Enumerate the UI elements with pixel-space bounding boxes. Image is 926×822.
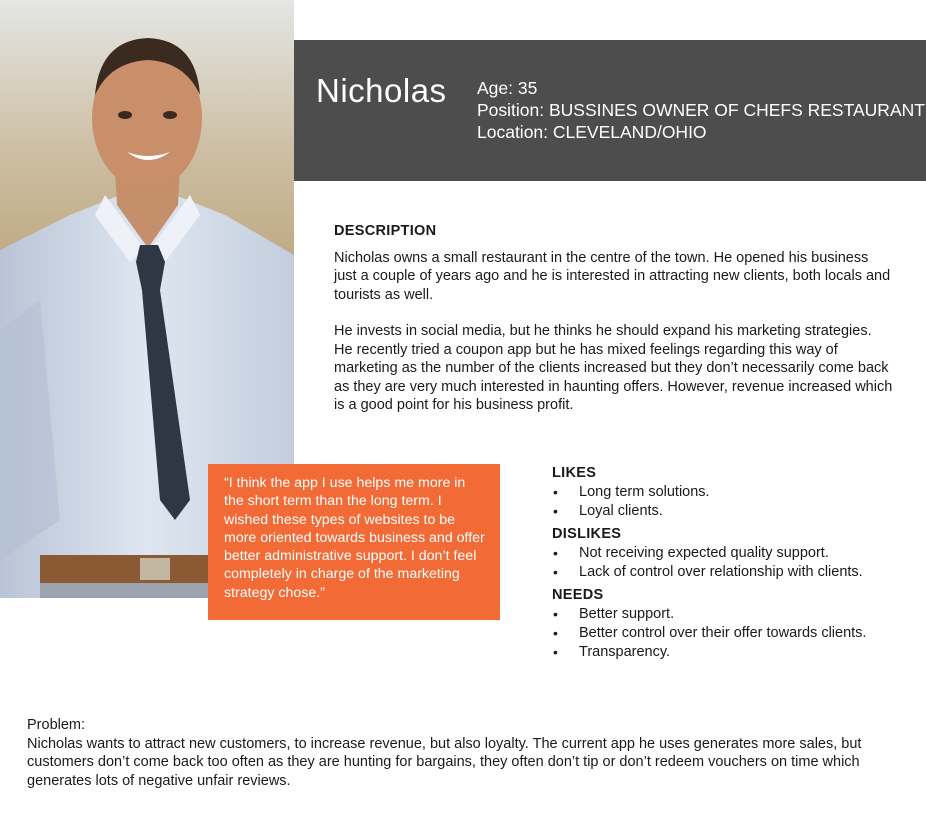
persona-age: Age: 35 [477, 78, 538, 98]
persona-position: Position: BUSSINES OWNER OF CHEFS RESTAURANT [477, 100, 925, 120]
list-item: • Lack of control over relationship with clients. [552, 563, 922, 582]
problem-section [27, 716, 907, 790]
list-item: • Long term solutions. [552, 483, 922, 502]
persona-quote: “I think the app I use helps me more in the short term than the long term. I wished these types of websites to be more oriented towards business and offer better administrative support. I don’t feel completely in charge of the marketing strategy chose.” [208, 464, 500, 620]
description-heading: DESCRIPTION [334, 223, 437, 239]
problem-text: Nicholas wants to attract new customers, to increase revenue, but also loyalty. The current app he uses generates more sales, but customers don’t come back too often as they are hunting for bargains, they often don’t tip or don’t redeem vouchers on time which generates lots of negative unfair reviews. [27, 735, 862, 789]
list-item: • Not receiving expected quality support. [552, 544, 922, 563]
likes-list [552, 483, 922, 521]
description-paragraph-1: Nicholas owns a small restaurant in the centre of the town. He opened his business just a couple of years ago and he is interested in attracting new clients, both locals and tourists as well. [334, 249, 891, 303]
dislikes-list [552, 544, 922, 582]
list-item: • Better support. [552, 605, 922, 624]
description-section [334, 222, 894, 433]
dislikes-heading: DISLIKES [552, 526, 622, 542]
description-paragraph-2: He invests in social media, but he thinks he should expand his marketing strategies. He recently tried a coupon app but he has mixed feelings regarding this way of marketing as the number of the clients increased but they don’t necessarily come back as they are very much interested in haunting offers. However, revenue increased which is a good point for his business profit. [334, 323, 893, 413]
needs-list [552, 605, 922, 662]
problem-label: Problem: [27, 717, 86, 733]
list-item: • Better control over their offer towards clients. [552, 624, 922, 643]
traits-section [552, 464, 922, 666]
persona-name: Nicholas [316, 72, 447, 109]
list-item: • Transparency. [552, 643, 922, 662]
persona-meta [477, 77, 925, 143]
needs-heading: NEEDS [552, 587, 604, 603]
persona-location: Location: CLEVELAND/OHIO [477, 122, 707, 142]
persona-header [294, 40, 926, 181]
list-item: • Loyal clients. [552, 502, 922, 521]
likes-heading: LIKES [552, 465, 597, 481]
